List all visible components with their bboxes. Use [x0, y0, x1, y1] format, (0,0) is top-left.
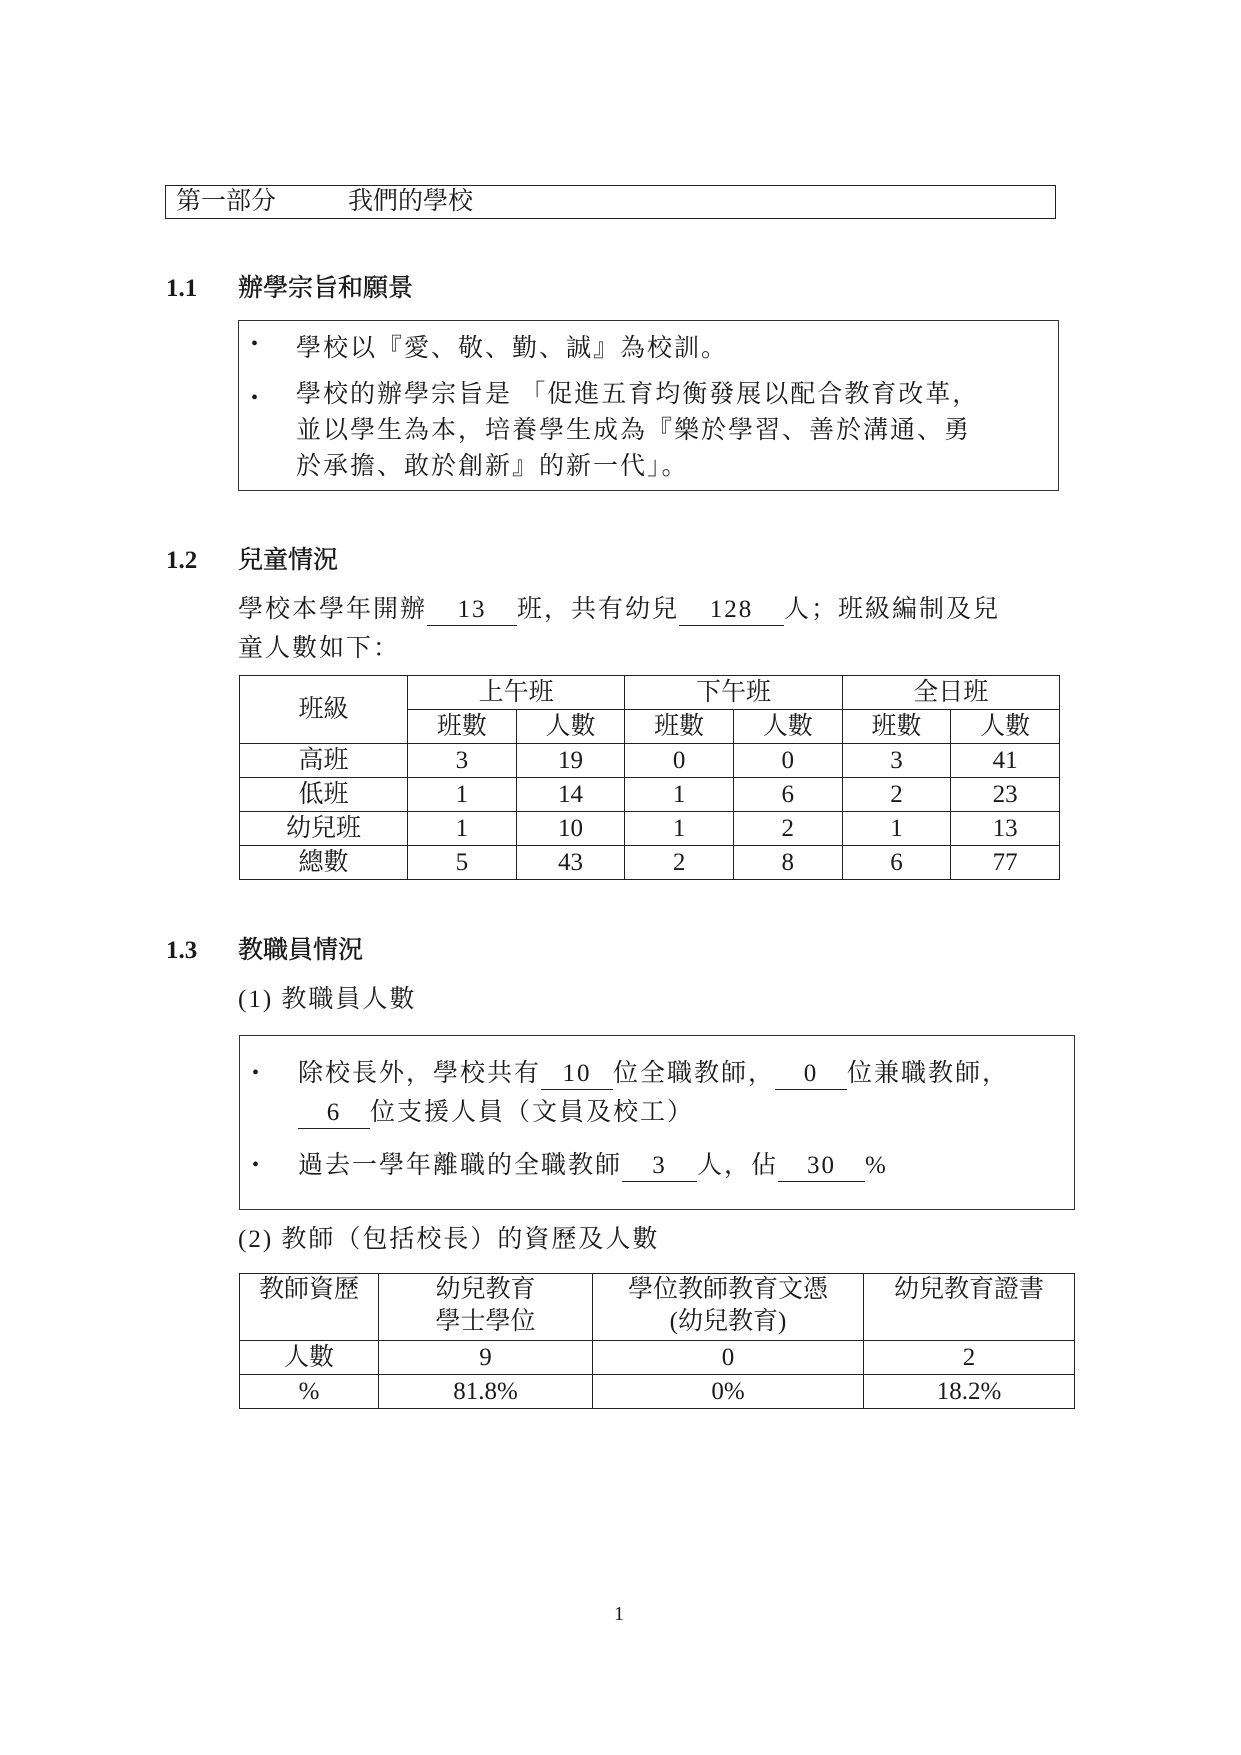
text: 除校長外，學校共有: [298, 1060, 542, 1087]
text: 學士學位: [435, 1308, 536, 1335]
table-cell: 1: [625, 812, 734, 846]
support-count: 6: [298, 1098, 370, 1129]
staff-box: [239, 1035, 1075, 1210]
table-cell: 2: [864, 1341, 1075, 1375]
text: 童人數如下：: [238, 635, 401, 662]
text: 人，佔: [697, 1152, 779, 1179]
section-number: 1.3: [166, 937, 198, 964]
table-cell: 總數: [240, 846, 408, 880]
table-cell: 6: [733, 778, 842, 812]
table-cell: 1: [408, 812, 517, 846]
left-count: 3: [622, 1151, 697, 1182]
table-cell: 18.2%: [864, 1375, 1075, 1409]
table-cell: 高班: [240, 744, 408, 778]
table-row: [240, 846, 1060, 880]
text: %: [865, 1152, 888, 1179]
table-cell: 81.8%: [379, 1375, 593, 1409]
table-cell: 0: [625, 744, 734, 778]
mission-line-1: 學校的辦學宗旨是 「促進五育均衡發展以配合教育改革，: [296, 381, 980, 408]
table-cell: 8: [733, 846, 842, 880]
table-cell: 1: [842, 812, 951, 846]
table-cell: 23: [951, 778, 1060, 812]
section-title: 辦學宗旨和願景: [238, 275, 414, 302]
part-header: [165, 185, 1056, 219]
bullet-icon: •: [252, 1062, 260, 1084]
text: 位兼職教師，: [847, 1060, 1010, 1087]
section-1-2-heading: [166, 540, 338, 576]
table-cell: 2: [625, 846, 734, 880]
section-1-1-heading: [166, 268, 413, 304]
header-cell: 下午班: [625, 676, 842, 710]
class-table: [239, 675, 1060, 880]
table-cell: 低班: [240, 778, 408, 812]
section-title: 兒童情況: [238, 547, 339, 574]
table-cell: 13: [951, 812, 1060, 846]
table-cell: 43: [516, 846, 625, 880]
mission-line-2: 並以學生為本，培養學生成為『樂於學習、善於溝通、勇: [296, 417, 972, 444]
table-cell: 3: [842, 744, 951, 778]
section-1-3-heading: [166, 930, 363, 966]
children-count: 128: [679, 595, 784, 626]
mission-line-3: 於承擔、敢於創新』的新一代」。: [296, 453, 689, 480]
table-cell: 19: [516, 744, 625, 778]
header-cell: 上午班: [408, 676, 625, 710]
staff-line-1: [298, 1054, 1009, 1132]
table-cell: 1: [625, 778, 734, 812]
parttime-count: 0: [775, 1059, 847, 1090]
bullet-icon: •: [251, 333, 259, 355]
text: 人；班級編制及兒: [784, 596, 1001, 623]
children-paragraph: [238, 590, 1000, 668]
bullet-icon: •: [251, 387, 259, 409]
table-cell: 5: [408, 846, 517, 880]
table-cell: 0: [733, 744, 842, 778]
table-cell: 41: [951, 744, 1060, 778]
table-row: [240, 778, 1060, 812]
table-cell: 0: [593, 1341, 864, 1375]
table-cell: 3: [408, 744, 517, 778]
part-title: 我們的學校: [348, 188, 474, 215]
text: (幼兒教育): [669, 1308, 787, 1335]
page-number: 1: [614, 1603, 624, 1625]
fulltime-count: 10: [541, 1059, 613, 1090]
header-cell: 人數: [733, 710, 842, 744]
motto-text: 學校以『愛、敬、勤、誠』為校訓。: [296, 335, 729, 362]
table-cell: 6: [842, 846, 951, 880]
header-cell: 班級: [240, 676, 408, 744]
header-cell: 幼兒教育證書: [864, 1274, 1075, 1341]
text: 位支援人員（文員及校工）: [370, 1099, 695, 1126]
text: 學位教師教育文憑: [627, 1276, 828, 1303]
bullet-icon: •: [252, 1154, 260, 1176]
table-cell: 14: [516, 778, 625, 812]
table-row: [240, 1375, 1075, 1409]
table-cell: 10: [516, 812, 625, 846]
text: 幼兒教育: [435, 1276, 536, 1303]
header-cell: 全日班: [842, 676, 1059, 710]
section-title: 教職員情況: [238, 937, 364, 964]
staff-line-2: [298, 1146, 888, 1185]
table-row: [240, 812, 1060, 846]
table-cell: 2: [733, 812, 842, 846]
header-cell: 班數: [842, 710, 951, 744]
section-number: 1.1: [166, 275, 198, 302]
table-cell: 9: [379, 1341, 593, 1375]
text: 位全職教師，: [613, 1060, 776, 1087]
header-cell: [379, 1274, 593, 1341]
table-row: [240, 1341, 1075, 1375]
table-cell: 77: [951, 846, 1060, 880]
header-cell: 班數: [408, 710, 517, 744]
class-count: 13: [427, 595, 517, 626]
part-label: 第一部分: [176, 188, 277, 215]
left-percent: 30: [778, 1151, 865, 1182]
staff-count-subheading: (1) 教職員人數: [238, 986, 417, 1013]
table-cell: 2: [842, 778, 951, 812]
table-row: [240, 744, 1060, 778]
header-cell: 人數: [516, 710, 625, 744]
text: 班，共有幼兒: [517, 596, 680, 623]
header-cell: 班數: [625, 710, 734, 744]
text: 過去一學年離職的全職教師: [298, 1152, 623, 1179]
header-cell: 人數: [951, 710, 1060, 744]
text: 學校本學年開辦: [238, 596, 428, 623]
header-cell: [593, 1274, 864, 1341]
table-cell: 人數: [240, 1341, 379, 1375]
section-number: 1.2: [166, 547, 198, 574]
qualification-subheading: (2) 教師（包括校長）的資歷及人數: [238, 1226, 660, 1253]
table-cell: 0%: [593, 1375, 864, 1409]
table-cell: 1: [408, 778, 517, 812]
table-cell: %: [240, 1375, 379, 1409]
table-cell: 幼兒班: [240, 812, 408, 846]
mission-box: [238, 320, 1059, 491]
header-cell: 教師資歷: [240, 1274, 379, 1341]
qualification-table: [239, 1273, 1075, 1409]
